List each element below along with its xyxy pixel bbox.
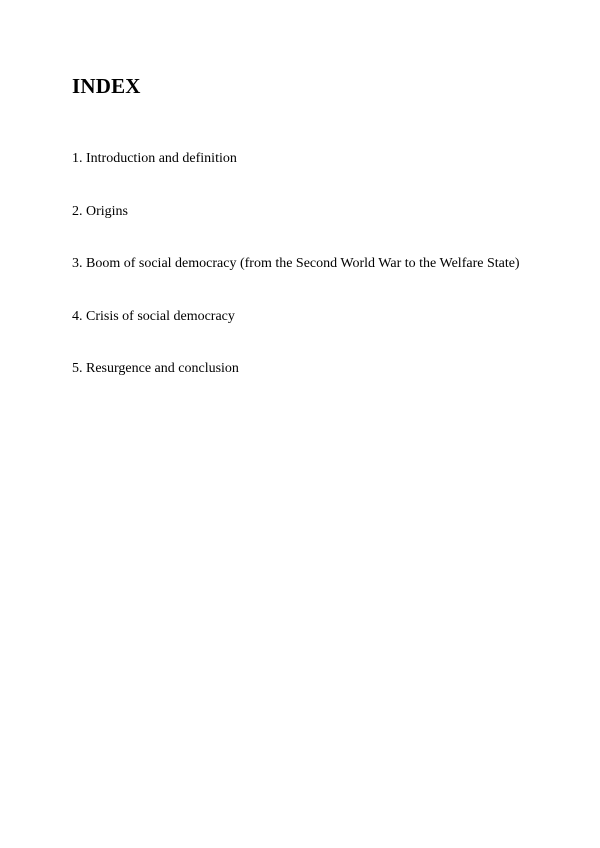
toc-item-crisis: 4. Crisis of social democracy bbox=[72, 308, 235, 324]
page-title: INDEX bbox=[72, 74, 141, 98]
toc-item-introduction: 1. Introduction and definition bbox=[72, 151, 237, 166]
table-of-contents bbox=[72, 150, 520, 413]
toc-item-origins: 2. Origins bbox=[72, 203, 128, 219]
toc-item-resurgence: 5. Resurgence and conclusion bbox=[72, 361, 239, 376]
toc-item-boom: 3. Boom of social democracy (from the Second World War to the Welfare State) bbox=[72, 256, 520, 271]
